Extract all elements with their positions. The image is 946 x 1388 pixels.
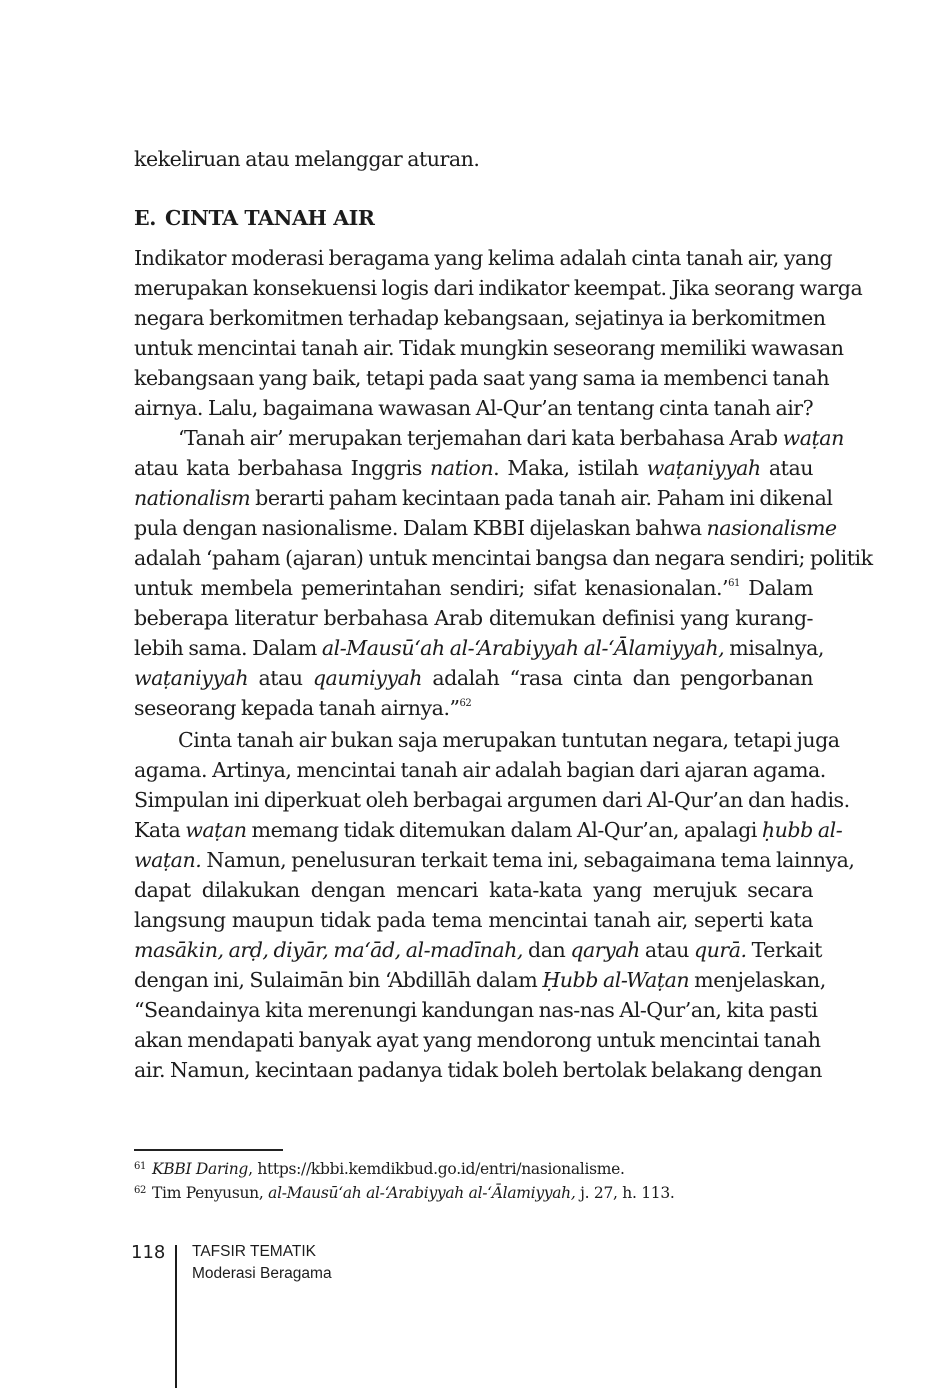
paragraph-2-line: ‘Tanah air’ merupakan terjemahan dari kata berbahasa Arab waṭan — [178, 426, 844, 450]
paragraph-3-line: Kata waṭan memang tidak ditemukan dalam Al-Qur’an, apalagi ḥubb al- — [134, 818, 843, 842]
paragraph-2-line: lebih sama. Dalam al-Mausū‘ah al-‘Arabiyyah al-‘Ālamiyyah, misalnya, — [134, 636, 824, 660]
paragraph-2-line: adalah ‘paham (ajaran) untuk mencintai bangsa dan negara sendiri; politik — [134, 546, 873, 570]
paragraph-1-line: merupakan konsekuensi logis dari indikator keempat. Jika seorang warga — [134, 276, 863, 300]
paragraph-1-line: airnya. Lalu, bagaimana wawasan Al-Qur’an tentang cinta tanah air? — [134, 396, 814, 420]
page-number: 118 — [131, 1242, 166, 1263]
paragraph-1-line: Indikator moderasi beragama yang kelima adalah cinta tanah air, yang — [134, 246, 833, 270]
paragraph-1-line: negara berkomitmen terhadap kebangsaan, sejatinya ia berkomitmen — [134, 306, 826, 330]
paragraph-3-line: agama. Artinya, mencintai tanah air adalah bagian dari ajaran agama. — [134, 758, 826, 782]
paragraph-3-line: “Seandainya kita merenungi kandungan nas-nas Al-Qur’an, kita pasti — [134, 998, 818, 1022]
footnote-ref[interactable]: 62 — [459, 698, 472, 709]
footnote-62: 62 Tim Penyusun, al-Mausū‘ah al-‘Arabiyyah al-‘Ālamiyyah, j. 27, h. 113. — [134, 1184, 675, 1202]
paragraph-3-line: langsung maupun tidak pada tema mencintai tanah air, seperti kata — [134, 908, 813, 932]
section-heading — [134, 203, 375, 233]
paragraph-2-line: waṭaniyyah atau qaumiyyah adalah “rasa cinta dan pengorbanan — [134, 666, 814, 690]
section-title: CINTA TANAH AIR — [165, 206, 375, 230]
running-title: TAFSIR TEMATIK — [192, 1243, 317, 1260]
paragraph-1-line: kebangsaan yang baik, tetapi pada saat yang sama ia membenci tanah — [134, 366, 830, 390]
paragraph-2-line: beberapa literatur berbahasa Arab ditemukan definisi yang kurang- — [134, 606, 813, 630]
paragraph-3-line: dapat dilakukan dengan mencari kata-kata yang merujuk secara — [134, 878, 813, 902]
section-number: E. — [134, 206, 156, 230]
paragraph-3-line: waṭan. Namun, penelusuran terkait tema ini, sebagaimana tema lainnya, — [134, 848, 855, 872]
paragraph-3-line: air. Namun, kecintaan padanya tidak boleh bertolak belakang dengan — [134, 1058, 822, 1082]
footnote-divider — [134, 1149, 283, 1151]
footer-divider — [175, 1245, 177, 1388]
footnote-61: 61 KBBI Daring, https://kbbi.kemdikbud.go.id/entri/nasionalisme. — [134, 1160, 625, 1178]
footnote-ref[interactable]: 61 — [728, 578, 740, 589]
paragraph-3-line: Cinta tanah air bukan saja merupakan tuntutan negara, tetapi juga — [178, 728, 840, 752]
paragraph-3-line: Simpulan ini diperkuat oleh berbagai argumen dari Al-Qur’an dan hadis. — [134, 788, 850, 812]
paragraph-1-line: untuk mencintai tanah air. Tidak mungkin seseorang memiliki wawasan — [134, 336, 844, 360]
paragraph-2-line: pula dengan nasionalisme. Dalam KBBI dijelaskan bahwa nasionalisme — [134, 516, 837, 540]
paragraph-2-line: atau kata berbahasa Inggris nation. Maka, istilah waṭaniyyah atau — [134, 456, 813, 480]
paragraph-3-line: masākin, arḍ, diyār, ma‘ād, al-madīnah, dan qaryah atau qurā. Terkait — [134, 938, 822, 962]
paragraph-2-line: untuk membela pemerintahan sendiri; sifat kenasionalan.’$^{61}$ Dalam — [134, 576, 813, 600]
paragraph-2-line: nationalism berarti paham kecintaan pada tanah air. Paham ini dikenal — [134, 486, 833, 510]
paragraph-3-line: dengan ini, Sulaimān bin ‘Abdillāh dalam Ḥubb al-Waṭan menjelaskan, — [134, 968, 826, 992]
carryover-line: kekeliruan atau melanggar aturan. — [134, 147, 480, 171]
paragraph-3-line: akan mendapati banyak ayat yang mendorong untuk mencintai tanah — [134, 1028, 821, 1052]
paragraph-2-line: seseorang kepada tanah airnya.”$^{62}$ — [134, 696, 472, 720]
running-subtitle: Moderasi Beragama — [192, 1265, 332, 1282]
